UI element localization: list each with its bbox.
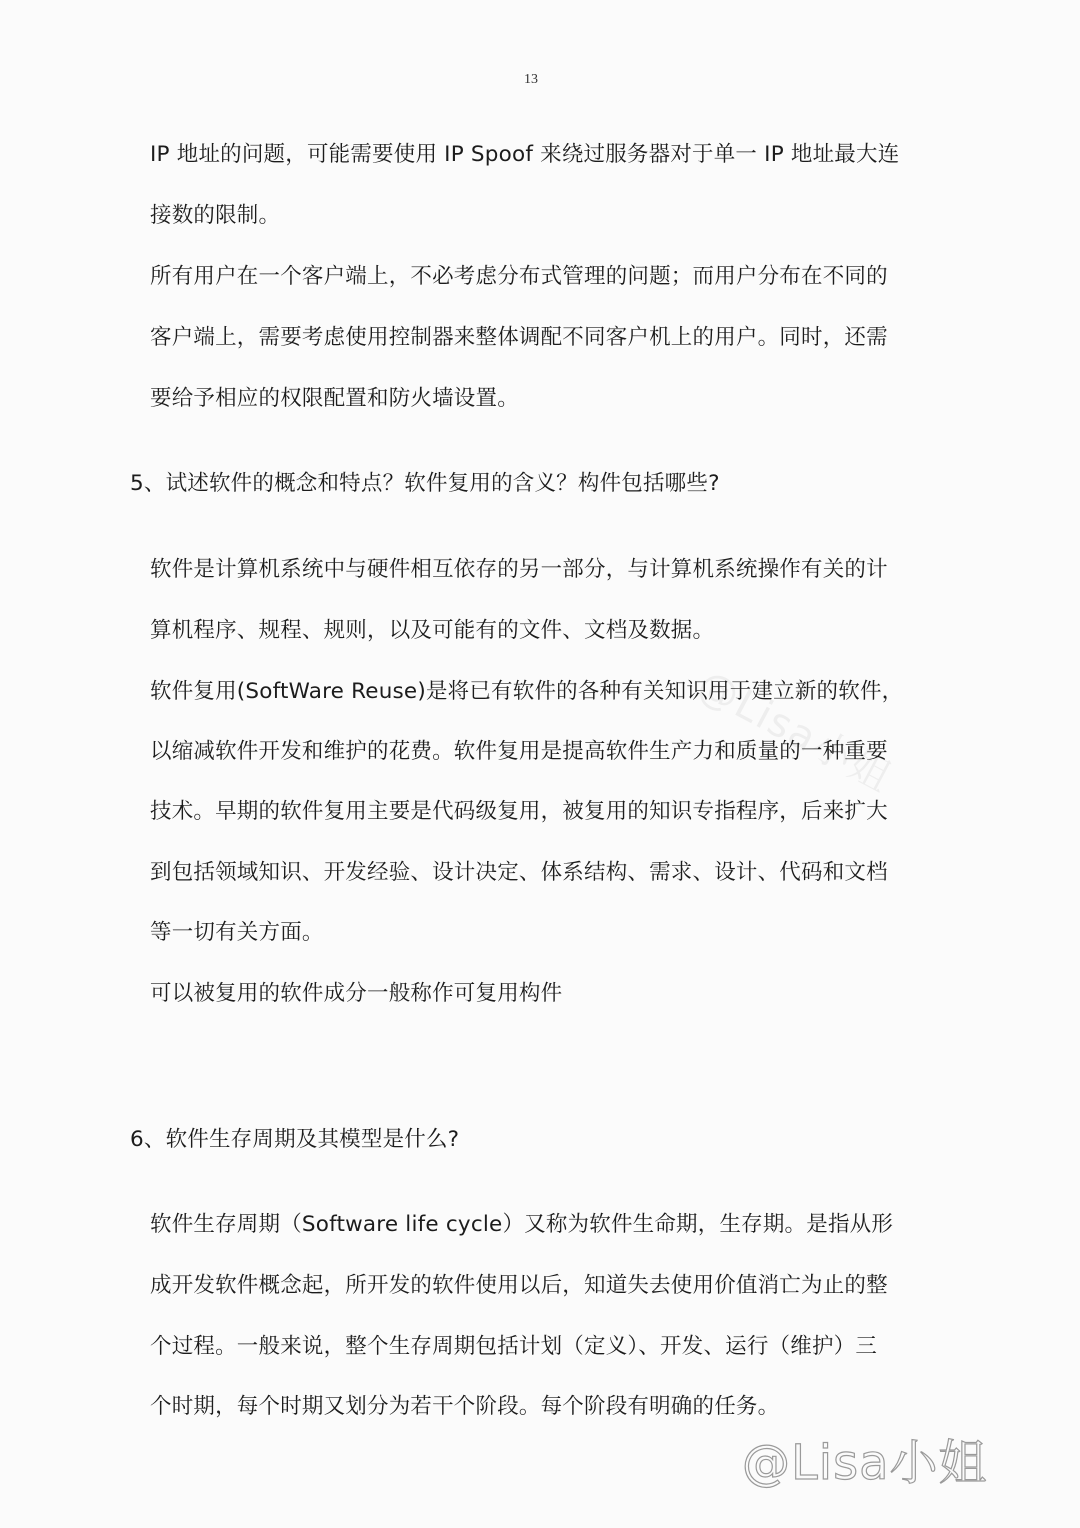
- paragraph-line: 个时期，每个时期又划分为若干个阶段。每个阶段有明确的任务。: [150, 1394, 780, 1419]
- paragraph-line: IP 地址的问题，可能需要使用 IP Spoof 来绕过服务器对于单一 IP 地址最大连: [150, 142, 900, 167]
- paragraph-line: 软件复用(SoftWare Reuse)是将已有软件的各种有关知识用于建立新的软件，: [150, 679, 904, 704]
- paragraph-line: 接数的限制。: [150, 203, 281, 228]
- page-number: 13: [524, 72, 538, 87]
- paragraph-line: 到包括领域知识、开发经验、设计决定、体系结构、需求、设计、代码和文档: [150, 860, 888, 885]
- paragraph-line: 可以被复用的软件成分一般称作可复用构件: [150, 981, 563, 1006]
- question-6-heading: 6、软件生存周期及其模型是什么?: [130, 1127, 460, 1152]
- paragraph-line: 技术。早期的软件复用主要是代码级复用，被复用的知识专指程序，后来扩大: [150, 799, 888, 824]
- paragraph-line: 客户端上，需要考虑使用控制器来整体调配不同客户机上的用户。同时，还需: [150, 325, 888, 350]
- watermark: @Lisa小姐: [742, 1435, 988, 1491]
- paragraph-line: 等一切有关方面。: [150, 920, 324, 945]
- paragraph-line: 所有用户在一个客户端上，不必考虑分布式管理的问题；而用户分布在不同的: [150, 264, 888, 289]
- diagonal-watermark: @Lisa小姐: [690, 661, 900, 802]
- paragraph-line: 软件是计算机系统中与硬件相互依存的另一部分，与计算机系统操作有关的计: [150, 557, 888, 582]
- paragraph-line: 成开发软件概念起，所开发的软件使用以后，知道失去使用价值消亡为止的整: [150, 1273, 888, 1298]
- paragraph-line: 个过程。一般来说，整个生存周期包括计划（定义）、开发、运行（维护）三: [150, 1334, 878, 1359]
- paragraph-line: 要给予相应的权限配置和防火墙设置。: [150, 386, 519, 411]
- paragraph-line: 算机程序、规程、规则，以及可能有的文件、文档及数据。: [150, 618, 715, 643]
- question-5-heading: 5、试述软件的概念和特点？软件复用的含义？构件包括哪些?: [130, 471, 720, 496]
- paragraph-line: 软件生存周期（Software life cycle）又称为软件生命期，生存期。是指从形: [150, 1212, 894, 1237]
- paragraph-line: 以缩减软件开发和维护的花费。软件复用是提高软件生产力和质量的一种重要: [150, 739, 888, 764]
